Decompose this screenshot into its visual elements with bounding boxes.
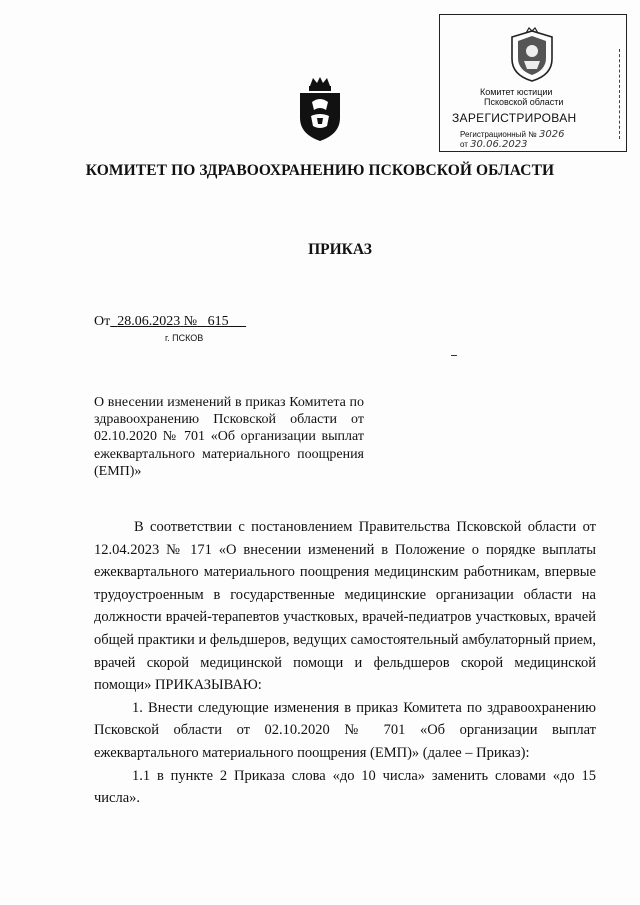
from-label: От [94, 314, 111, 329]
stamp-reg-number-value: 3026 [538, 129, 565, 140]
item-1-1-paragraph: 1.1 в пункте 2 Приказа слова «до 10 числа» заменить словами «до 15 числа». [94, 767, 596, 807]
scan-mark [451, 355, 457, 356]
stamp-edge-mark [617, 49, 620, 139]
city: г. ПСКОВ [165, 333, 204, 343]
order-date-number [94, 314, 246, 330]
pskov-coat-of-arms-icon [297, 76, 343, 142]
stamp-authority-line2: Псковской области [484, 97, 564, 107]
order-subject: О внесении изменений в приказ Комитета по здравоохранению Псковской области от 02.10.2020 № 701 «Об организации выплат ежеквартального материального поощрения (ЕМП)» [94, 395, 364, 479]
stamp-authority-line1: Комитет юстиции [480, 87, 553, 97]
document-type: ПРИКАЗ [308, 241, 372, 258]
stamp-registered-label: ЗАРЕГИСТРИРОВАН [452, 111, 577, 125]
stamp-reg-date-label: от [460, 140, 468, 149]
order-number: 615 [207, 314, 229, 329]
order-body [94, 516, 596, 810]
number-label: № [183, 314, 198, 329]
preamble-paragraph: В соответствии с постановлением Правительства Псковской области от 12.04.2023 № 171 «О внесении изменений в Положение о порядке выплаты ежеквартального материального поощрения медицинским работникам, впервые трудоустроенным в государственные медицинские организации области на должности врачей-терапевтов участковых, врачей-педиатров участковых, врачей общей практики и фельдшеров, ведущих самостоятельный амбулаторный прием, врачей скорой медицинской помощи и фельдшеров скорой медицинской помощи» ПРИКАЗЫВАЮ: [94, 519, 596, 694]
stamp-reg-date-value: 30.06.2023 [470, 139, 528, 150]
item-1-paragraph: 1. Внести следующие изменения в приказ Комитета по здравоохранению Псковской области от 02.10.2020 № 701 «Об организации выплат ежеквартального материального поощрения (ЕМП)» (далее – Приказ): [94, 699, 596, 761]
pskov-coat-of-arms-icon [504, 27, 560, 83]
stamp-reg-number-label: Регистрационный № [460, 130, 537, 139]
order-number-wrap [197, 314, 246, 329]
registration-stamp [439, 14, 627, 152]
order-date: 28.06.2023 [117, 314, 181, 329]
organization-title: КОМИТЕТ ПО ЗДРАВООХРАНЕНИЮ ПСКОВСКОЙ ОБЛАСТИ [85, 162, 555, 179]
stamp-reg-date [460, 139, 527, 150]
